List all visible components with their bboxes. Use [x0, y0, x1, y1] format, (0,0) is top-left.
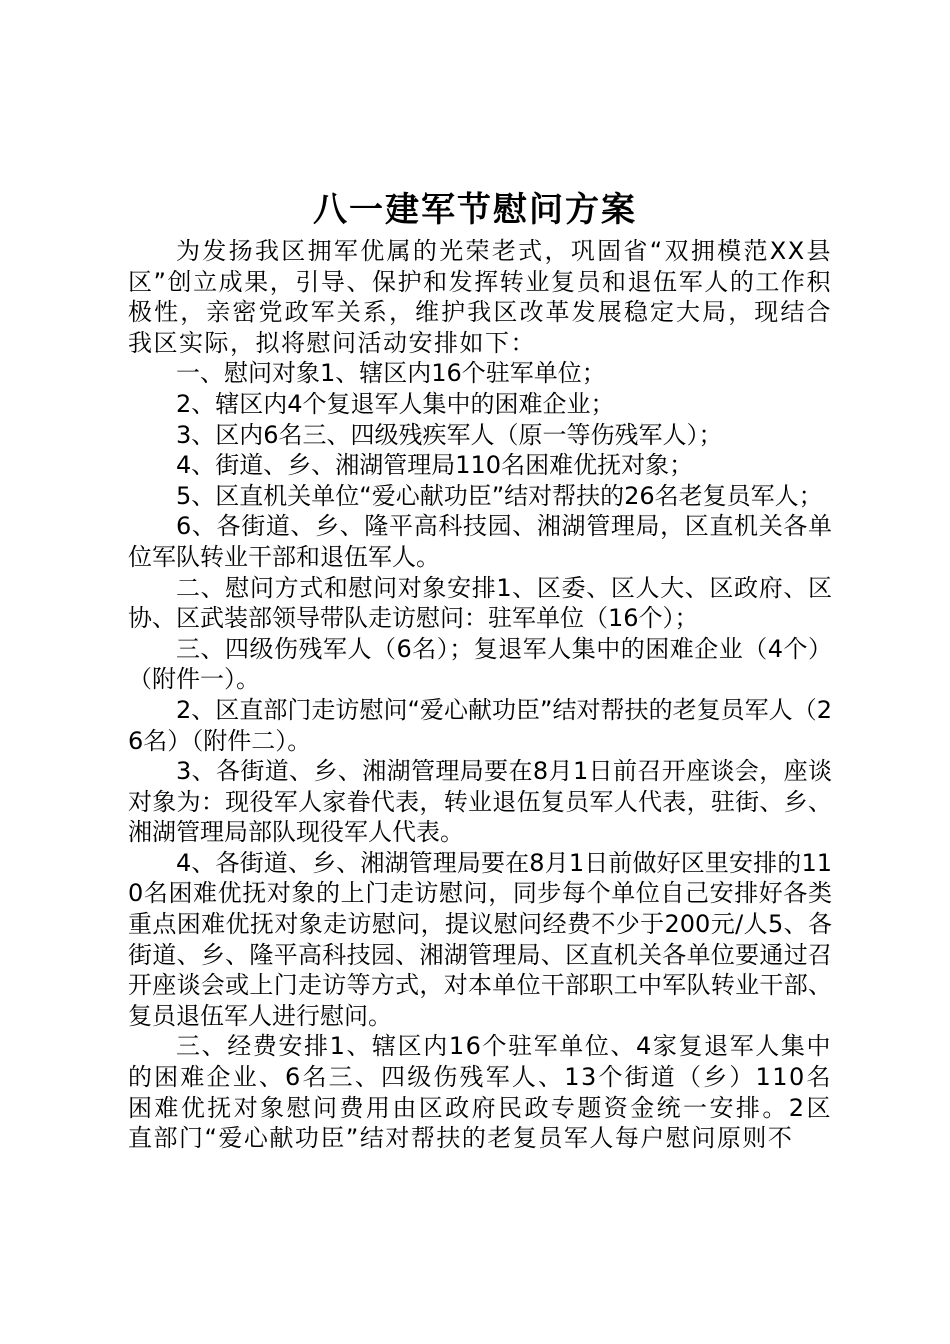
paragraph-method-heading: 二、慰问方式和慰问对象安排1、区委、区人大、区政府、区协、区武装部领导带队走访慰问：驻军单位（16个）；: [128, 573, 832, 633]
paragraph-target-6: 6、各街道、乡、隆平高科技园、湘湖管理局，区直机关各单位军队转业干部和退伍军人。: [128, 512, 832, 571]
paragraph-method-3: 3、各街道、乡、湘湖管理局要在8月1日前召开座谈会，座谈对象为：现役军人家眷代表，转业退伍复员军人代表，驻街、乡、湘湖管理局部队现役军人代表。: [128, 757, 832, 847]
document-body: [128, 236, 832, 1154]
paragraph-target-heading: 一、慰问对象1、辖区内16个驻军单位；: [176, 359, 606, 388]
paragraph-method-2: 2、区直部门走访慰问“爱心献功臣”结对帮扶的老复员军人（26名）（附件二）。: [128, 695, 832, 755]
paragraph-target-3: 3、区内6名三、四级残疾军人（原一等伤残军人）；: [176, 420, 723, 449]
intro-paragraph: 为发扬我区拥军优属的光荣老式，巩固省“双拥模范XX县区”创立成果，引导、保护和发挥转业复员和退伍军人的工作积极性，亲密党政军关系，维护我区改革发展稳定大局，现结合我区实际，拟将慰问活动安排如下：: [128, 237, 832, 357]
paragraph-funding: 三、经费安排1、辖区内16个驻军单位、4家复退军人集中的困难企业、6名三、四级伤残军人、13个街道（乡）110名困难优抚对象慰问费用由区政府民政专题资金统一安排。2区直部门“爱心献功臣”结对帮扶的老复员军人每户慰问原则不: [128, 1032, 832, 1153]
paragraph-method-4: 4、各街道、乡、湘湖管理局要在8月1日前做好区里安排的110名困难优抚对象的上门走访慰问，同步每个单位自己安排好各类重点困难优抚对象走访慰问，提议慰问经费不少于200元/人5、各街道、乡、隆平高科技园、湘湖管理局、区直机关各单位要通过召开座谈会或上门走访等方式，对本单位干部职工中军队转业干部、复员退伍军人进行慰问。: [128, 848, 832, 1030]
paragraph-target-4: 4、街道、乡、湘湖管理局110名困难优抚对象；: [176, 451, 694, 480]
paragraph-target-2: 2、辖区内4个复退军人集中的困难企业；: [176, 389, 615, 418]
paragraph-target-5: 5、区直机关单位“爱心献功臣”结对帮扶的26名老复员军人；: [176, 481, 823, 510]
paragraph-method-cont: 三、四级伤残军人（6名）；复退军人集中的困难企业（4个）（附件一）。: [128, 634, 832, 694]
document-title: 八一建军节慰问方案: [313, 190, 637, 230]
